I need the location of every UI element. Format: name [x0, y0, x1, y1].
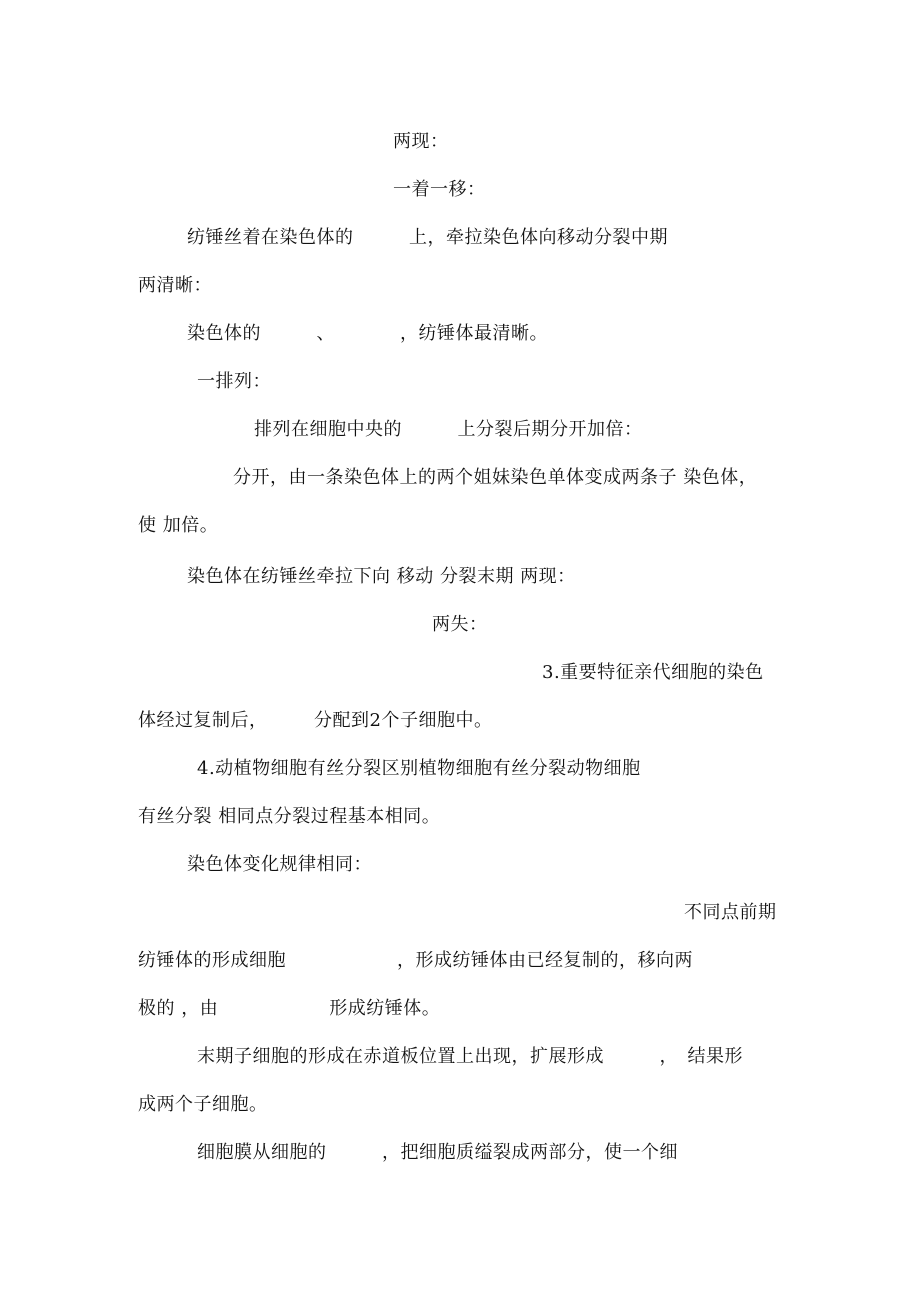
- text-line-2: 一着一移：: [393, 179, 486, 200]
- text-line-12: 3.重要特征亲代细胞的染色: [542, 662, 764, 683]
- text-line-14: 4.动植物细胞有丝分裂区别植物细胞有丝分裂动物细胞: [197, 758, 641, 779]
- text-line-4: 两清晰：: [138, 275, 212, 296]
- text-line-1: 两现：: [393, 131, 449, 152]
- text-line-22: 细胞膜从细胞的 ，把细胞质缢裂成两部分，使一个细: [197, 1142, 678, 1163]
- text-line-3: 纺锤丝着在染色体的 上，牵拉染色体向移动分裂中期: [187, 227, 668, 248]
- text-line-16: 染色体变化规律相同：: [187, 854, 372, 875]
- text-line-20: 末期子细胞的形成在赤道板位置上出现，扩展形成 ， 结果形: [197, 1046, 743, 1067]
- text-line-18: 纺锤体的形成细胞 ，形成纺锤体由已经复制的，移向两: [138, 950, 693, 971]
- text-line-10: 染色体在纺锤丝牵拉下向 移动 分裂末期 两现：: [187, 566, 576, 587]
- text-line-7: 排列在细胞中央的 上分裂后期分开加倍：: [254, 419, 643, 440]
- text-line-19: 极的 ，由 形成纺锤体。: [138, 998, 441, 1019]
- text-line-17: 不同点前期: [684, 902, 777, 923]
- text-line-8: 分开，由一条染色体上的两个姐妹染色单体变成两条子 染色体，: [233, 467, 758, 488]
- text-line-5: 染色体的 、 ，纺锤体最清晰。: [187, 323, 548, 344]
- text-line-15: 有丝分裂 相同点分裂过程基本相同。: [138, 806, 441, 827]
- text-line-11: 两失：: [432, 614, 488, 635]
- text-line-13: 体经过复制后， 分配到2个子细胞中。: [138, 710, 493, 731]
- text-line-9: 使 加倍。: [138, 515, 219, 536]
- text-line-6: 一排列：: [197, 371, 271, 392]
- text-line-21: 成两个子细胞。: [138, 1094, 268, 1115]
